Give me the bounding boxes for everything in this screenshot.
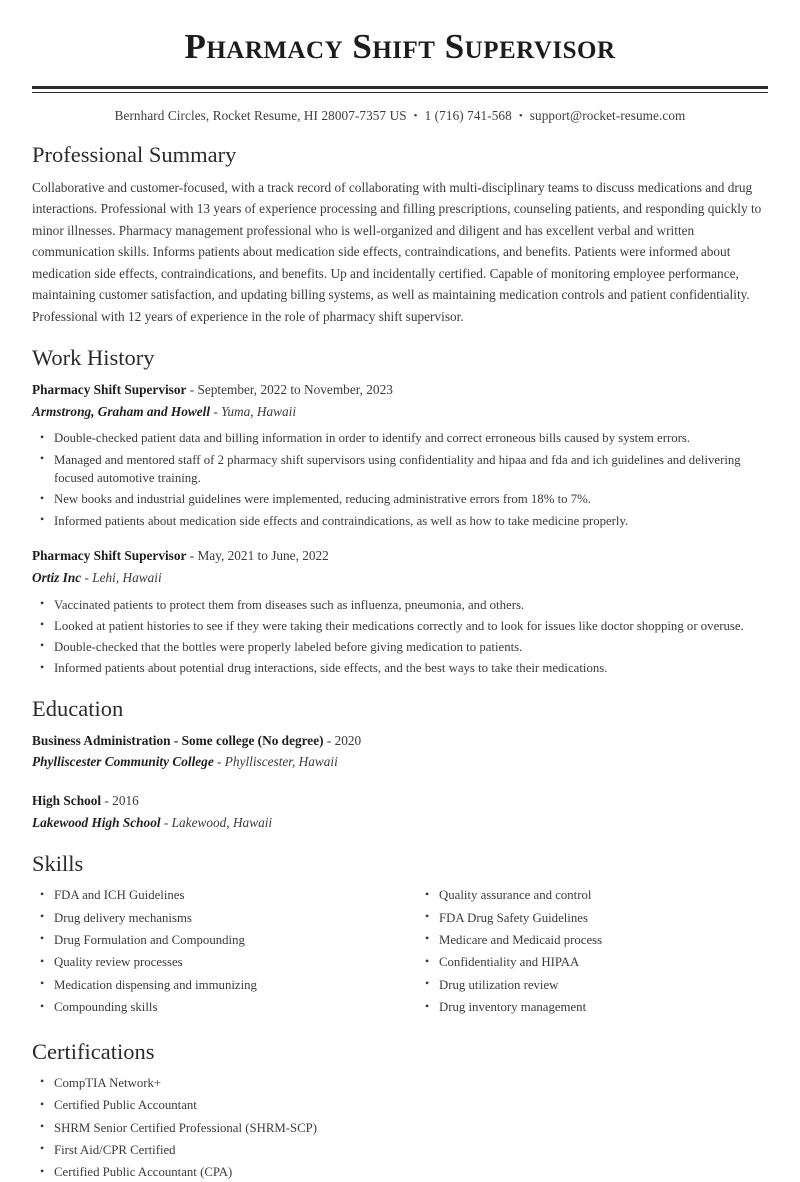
work-entry-subheading: Ortiz Inc - Lehi, Hawaii [32,569,162,585]
education-degree: Business Administration - Some college (No degree) [32,732,324,748]
contact-separator-icon: • [413,109,418,122]
section-title-summary: Professional Summary [32,141,237,167]
list-item: • CompTIA Network+ [32,1074,768,1092]
contact-separator-icon: • [518,109,523,122]
list-item: • Managed and mentored staff of 2 pharmacy shift supervisors using confidentiality and hipaa and fda and ich guidelines and delivering focused automotive training. [32,451,768,488]
list-item: • Informed patients about medication side effects and contraindications, as well as how to take medicine properly. [32,512,768,531]
list-item: • SHRM Senior Certified Professional (SHRM-SCP) [32,1119,768,1137]
contact-line [32,108,768,124]
list-item: • Informed patients about potential drug interactions, side effects, and the best ways to take their medications. [32,659,768,678]
work-entry-subheading: Armstrong, Graham and Howell - Yuma, Hawaii [32,403,297,419]
list-item: • Certified Public Accountant (CPA) [32,1163,768,1181]
list-item: • First Aid/CPR Certified [32,1141,768,1159]
list-item: • Drug inventory management [417,998,768,1016]
list-item: • FDA Drug Safety Guidelines [417,909,768,927]
job-location: Lehi, Hawaii [92,569,162,585]
skills-column-left [32,886,400,1021]
job-title: Pharmacy Shift Supervisor [32,382,187,398]
section-skills [32,850,768,1021]
section-title-certifications: Certifications [32,1038,155,1064]
education-location: Phylliscester, Hawaii [224,754,338,770]
list-item: • Drug Formulation and Compounding [32,931,400,949]
section-education [32,695,768,833]
section-title-skills: Skills [32,851,84,877]
list-item: • Double-checked that the bottles were properly labeled before giving medication to patients. [32,638,768,657]
section-work-history [32,344,768,677]
job-dates: May, 2021 to June, 2022 [197,548,329,564]
list-item: • Quality review processes [32,953,400,971]
education-school: Phylliscester Community College [32,754,214,770]
skills-column-right [400,886,768,1021]
list-item: • Medication dispensing and immunizing [32,976,400,994]
list-item: • Drug delivery mechanisms [32,909,400,927]
education-location: Lakewood, Hawaii [171,814,273,830]
section-title-work-history: Work History [32,345,155,371]
education-school: Lakewood High School [32,814,161,830]
list-item: • Medicare and Medicaid process [417,931,768,949]
list-item: • Compounding skills [32,998,400,1016]
work-entry [32,380,768,530]
work-entry-heading: Pharmacy Shift Supervisor - September, 2022 to November, 2023 [32,382,393,398]
education-entry-heading: High School - 2016 [32,792,139,808]
list-item: • Certified Public Accountant [32,1096,768,1114]
contact-address: Bernhard Circles, Rocket Resume, HI 28007-7357 US [114,107,407,123]
education-entry-subheading: Phylliscester Community College - Phylliscester, Hawaii [32,754,338,770]
skills-list-left [32,886,400,1017]
contact-phone: 1 (716) 741-568 [424,107,512,123]
list-item: • Vaccinated patients to protect them from diseases such as influenza, pneumonia, and others. [32,596,768,615]
job-location: Yuma, Hawaii [221,403,297,419]
education-entry-subheading: Lakewood High School - Lakewood, Hawaii [32,814,273,830]
section-certifications [32,1038,768,1182]
job-dates: September, 2022 to November, 2023 [197,382,393,398]
work-entry-heading: Pharmacy Shift Supervisor - May, 2021 to June, 2022 [32,548,329,564]
list-item: • FDA and ICH Guidelines [32,886,400,904]
list-item: • Quality assurance and control [417,886,768,904]
certifications-list [32,1074,768,1182]
education-entry-heading: Business Administration - Some college (No degree) - 2020 [32,732,362,748]
page-title: Pharmacy Shift Supervisor [184,27,616,66]
section-title-education: Education [32,695,124,721]
job-bullet-list [32,596,768,678]
list-item: • New books and industrial guidelines were implemented, reducing administrative errors from 18% to 7%. [32,490,768,509]
header-divider [32,86,768,93]
education-year: 2016 [112,792,139,808]
job-company: Ortiz Inc [32,569,82,585]
job-title: Pharmacy Shift Supervisor [32,548,187,564]
education-entry [32,791,768,833]
education-year: 2020 [334,732,362,748]
skills-columns [32,886,768,1021]
section-professional-summary [32,141,768,328]
list-item: • Looked at patient histories to see if they were taking their medications correctly and to look for issues like doctor shopping or overuse. [32,617,768,636]
education-degree: High School [32,792,102,808]
contact-email: support@rocket-resume.com [529,107,686,123]
education-entry [32,731,768,773]
job-company: Armstrong, Graham and Howell [32,403,211,419]
list-item: • Drug utilization review [417,976,768,994]
list-item: • Confidentiality and HIPAA [417,953,768,971]
work-entry [32,546,768,677]
skills-list-right [417,886,768,1017]
summary-text: Collaborative and customer-focused, with a track record of collaborating with multi-disciplinary teams to discuss medications and drug interactions. Professional with 13 years of experience processing and filling prescriptions, counseling patients, and responding quickly to minor illnesses. Pharmacy management professional who is well-organized and diligent and has excellent verbal and written communication skills. Informs patients about medication side effects, contraindications, and benefits. Patients were informed about medication side effects, contraindications, and benefits. Up and incidentally certified. Capable of monitoring employee performance, maintaining customer satisfaction, and updating billing systems, as well as maintaining medication controls and patient confidentiality. Professional with 12 years of experience in the role of pharmacy shift supervisor. [32,179,762,324]
job-bullet-list [32,429,768,530]
list-item: • Double-checked patient data and billing information in order to identify and correct erroneous bills caused by system errors. [32,429,768,448]
